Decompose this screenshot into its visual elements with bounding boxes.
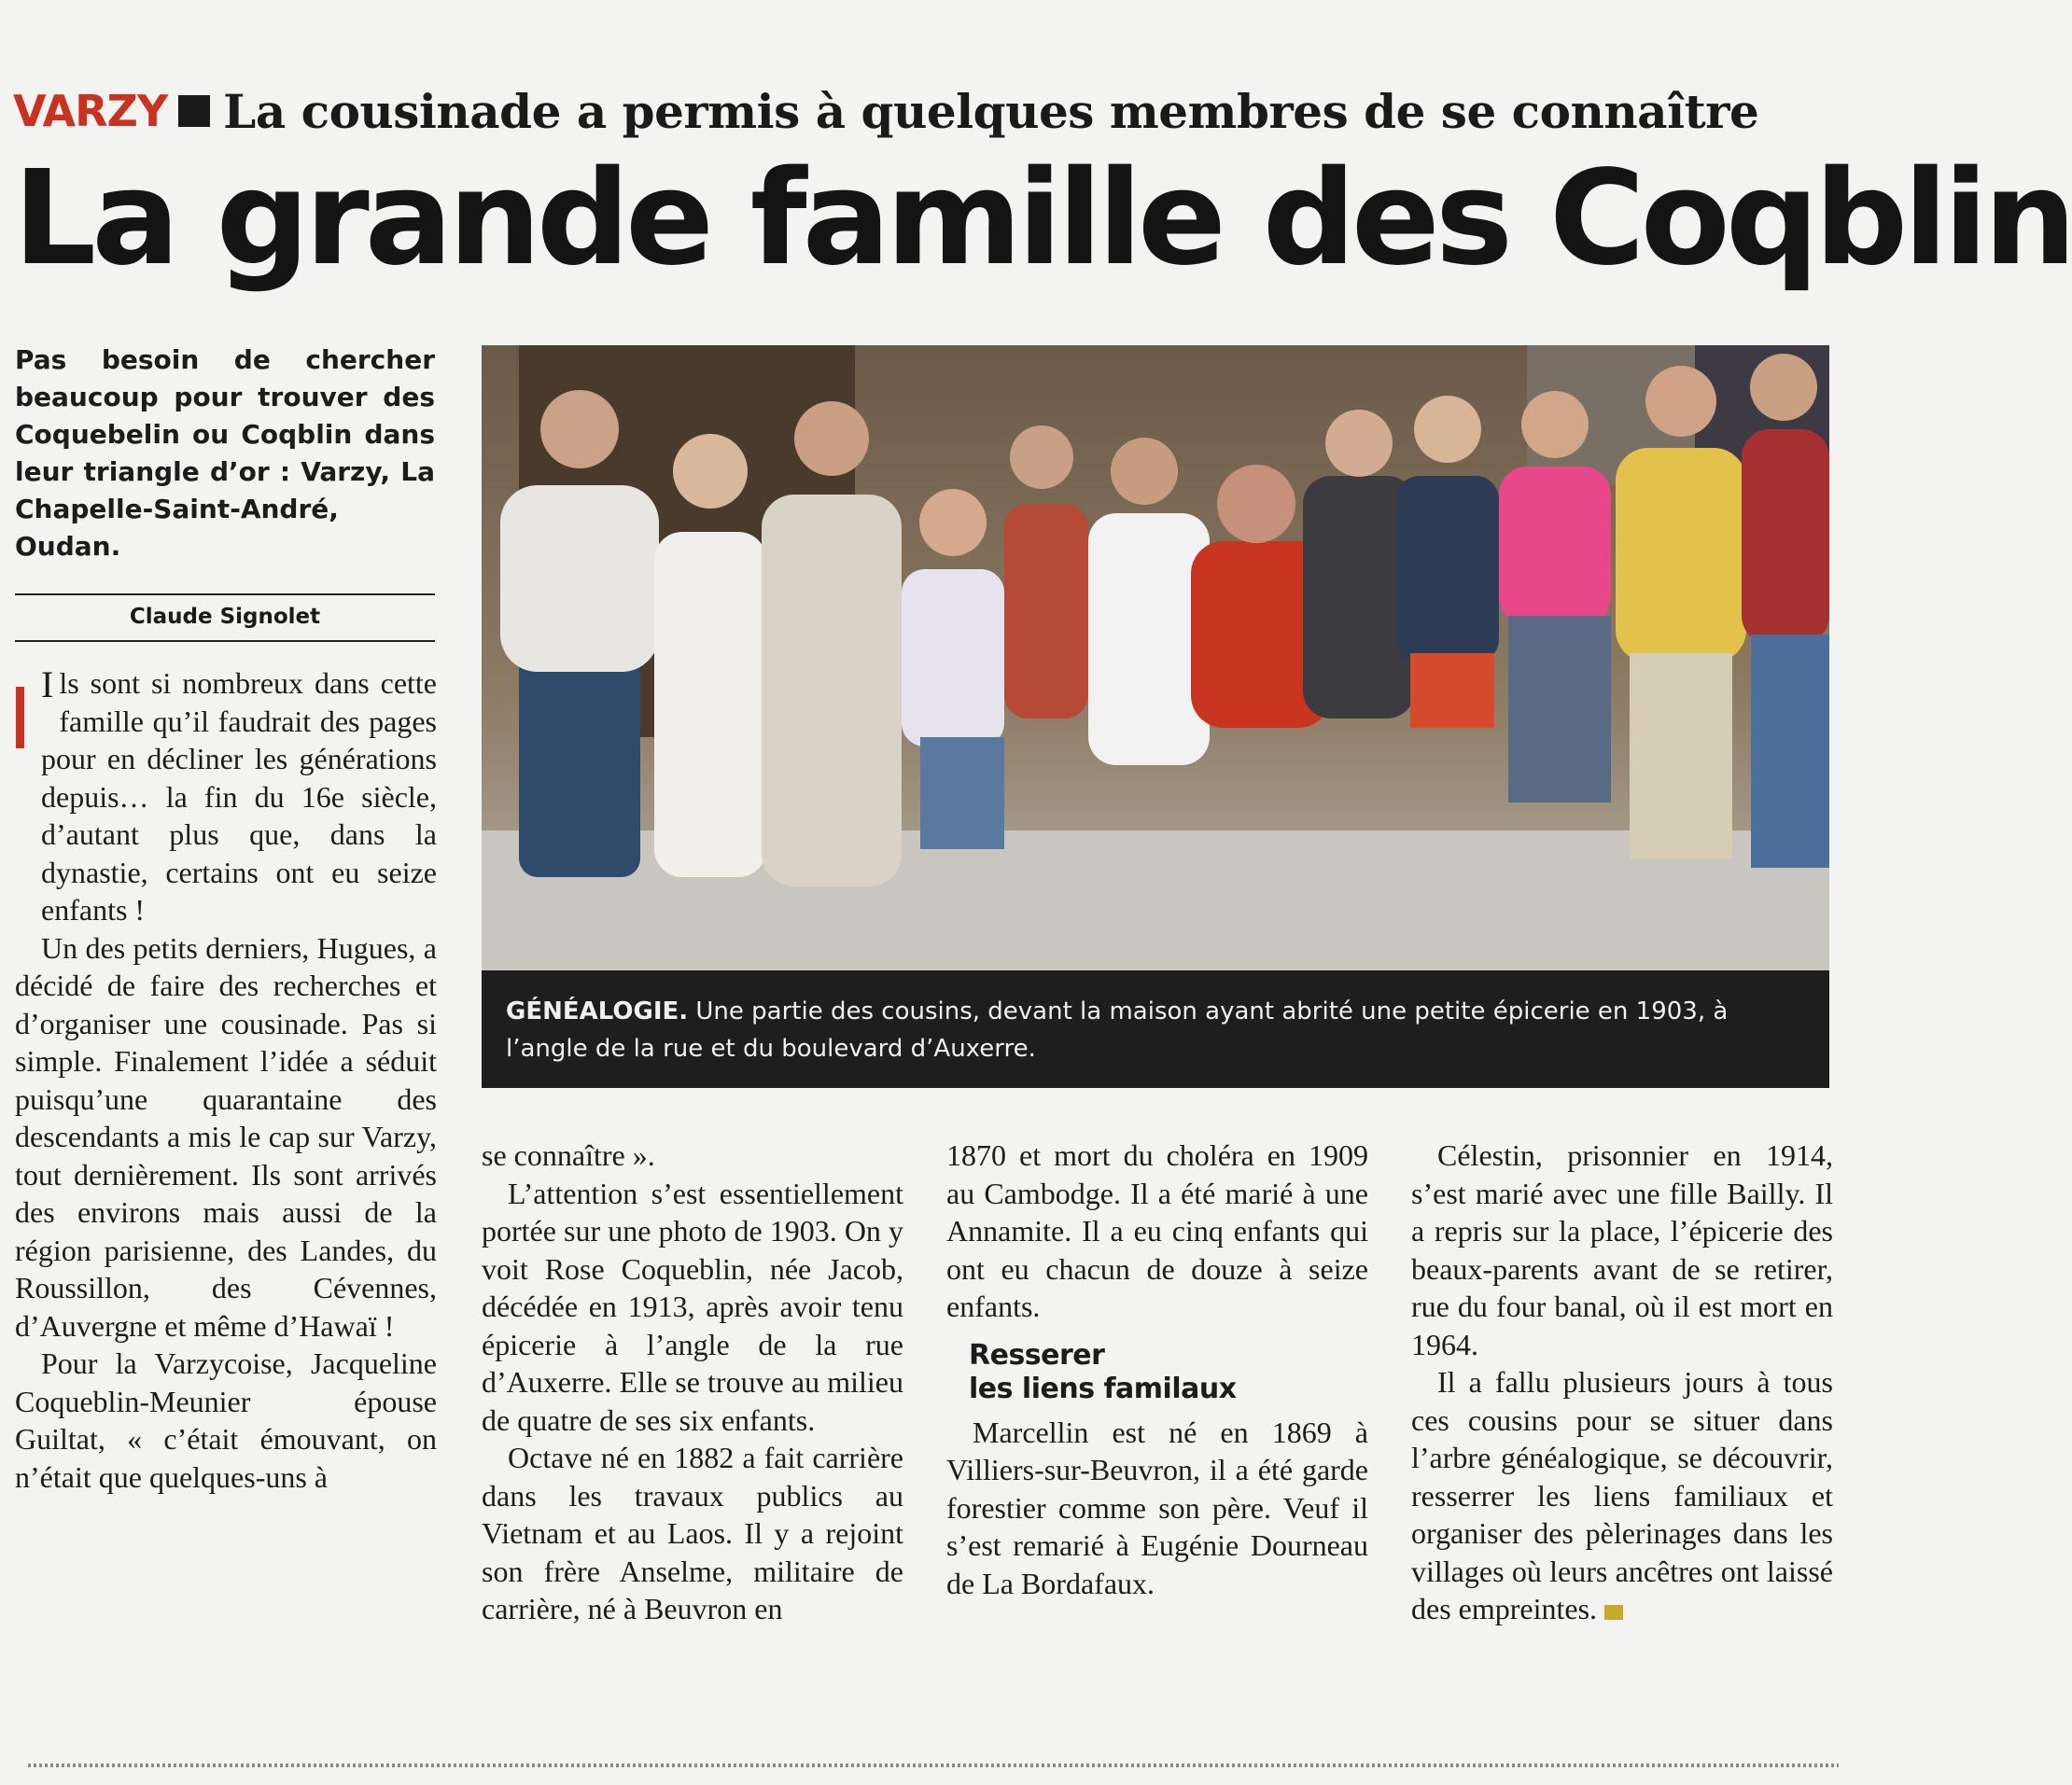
kicker	[13, 82, 1758, 140]
paragraph: Marcellin est né en 1869 à Villiers-sur-Beuvron, il a été garde forestier comme son père. Veuf il s’est remarié à Eugénie Dourneau de La Bordafaux.	[946, 1415, 1368, 1600]
paragraph: Un des petits derniers, Hugues, a décidé de faire des recherches et d’organiser une cousinade. Pas si simple. Finalement l’idée a séduit puisqu’une quarantaine des descendants a mis le cap sur Varzy, tout dernièrement. Ils sont arrivés des environs mais aussi de la région parisienne, des Landes, du Roussillon, des Cévennes, d’Auvergne et même d’Hawaï !	[15, 930, 437, 1343]
caption-lead: GÉNÉALOGIE.	[506, 997, 689, 1025]
subheading-line-2: les liens familaux	[969, 1372, 1237, 1405]
paragraph: Octave né en 1882 a fait carrière dans les travaux publics au Vietnam et au Laos. Il y a rejoint son frère Anselme, militaire de carrière, né à Beuvron en	[482, 1441, 903, 1625]
caption-text: Une partie des cousins, devant la maison ayant abrité une petite épicerie en 1903, à l’angle de la rue et du boulevard d’Auxerre.	[506, 997, 1729, 1063]
byline-rule-top	[15, 593, 435, 595]
paragraph: L’attention s’est essentiellement portée sur une photo de 1903. On y voit Rose Coqueblin, née Jacob, décédée en 1913, après avoir tenu épicerie à l’angle de la rue d’Auxerre. Elle se trouve au milieu de quatre de ses six enfants.	[482, 1176, 903, 1437]
article-column-4	[1411, 1137, 1833, 1628]
lead-paragraph: Pas besoin de chercher beaucoup pour trouver des Coquebelin ou Coqblin dans leur triangle d’or : Varzy, La Chapelle-Saint-André, Oudan.	[15, 344, 435, 562]
group-photo	[482, 345, 1829, 1088]
subheading-line-1: Resserer	[969, 1338, 1105, 1372]
kicker-place: VARZY	[13, 86, 168, 136]
kicker-subtitle: La cousinade a permis à quelques membres de se connaître	[223, 83, 1759, 139]
paragraph: Pour la Varzycoise, Jacqueline Coqueblin-Meunier épouse Guiltat, « c’était émouvant, on n’était que quelques-uns à	[15, 1346, 437, 1494]
end-square-icon	[1604, 1605, 1623, 1620]
paragraph-text: ls sont si nombreux dans cette famille qu’il faudrait des pages pour en décliner les générations depuis… la fin du 16e siècle, d’autant plus que, dans la dynastie, certains ont eu seize enfants !	[41, 666, 437, 927]
paragraph	[1411, 1363, 1833, 1628]
byline: Claude Signolet	[129, 605, 321, 629]
group-photo-image	[482, 345, 1829, 970]
photo-caption	[506, 993, 1813, 1067]
byline-rule-bottom	[15, 640, 435, 642]
paragraph: Célestin, prisonnier en 1914, s’est marié avec une fille Bailly. Il a repris sur la place, l’épicerie des beaux-parents avant de se retirer, rue du four banal, où il est mort en 1964.	[1411, 1138, 1833, 1361]
paragraph: se connaître ».	[482, 1138, 655, 1172]
headline: La grande famille des Coqblin	[13, 143, 2072, 295]
paragraph-text: Il a fallu plusieurs jours à tous ces cousins pour se situer dans l’arbre généalogique, se découvrir, resserrer les liens familiaux et organiser des pèlerinages dans les villages où leurs ancêtres ont laissé des empreintes.	[1411, 1365, 1833, 1625]
subheading	[969, 1339, 1368, 1406]
article-column-2	[482, 1137, 903, 1628]
paragraph: 1870 et mort du choléra en 1909 au Cambodge. Il a été marié à une Annamite. Il a eu cinq enfants qui ont eu chacun de douze à seize enfants.	[946, 1138, 1368, 1323]
black-square-icon	[178, 95, 210, 127]
bleed-through-text	[961, 6, 970, 43]
paragraph	[15, 664, 437, 929]
article-column-3	[946, 1137, 1368, 1602]
article-column-1	[15, 664, 437, 1496]
dropcap-letter: I	[41, 663, 54, 705]
bottom-rule	[28, 1764, 1839, 1767]
